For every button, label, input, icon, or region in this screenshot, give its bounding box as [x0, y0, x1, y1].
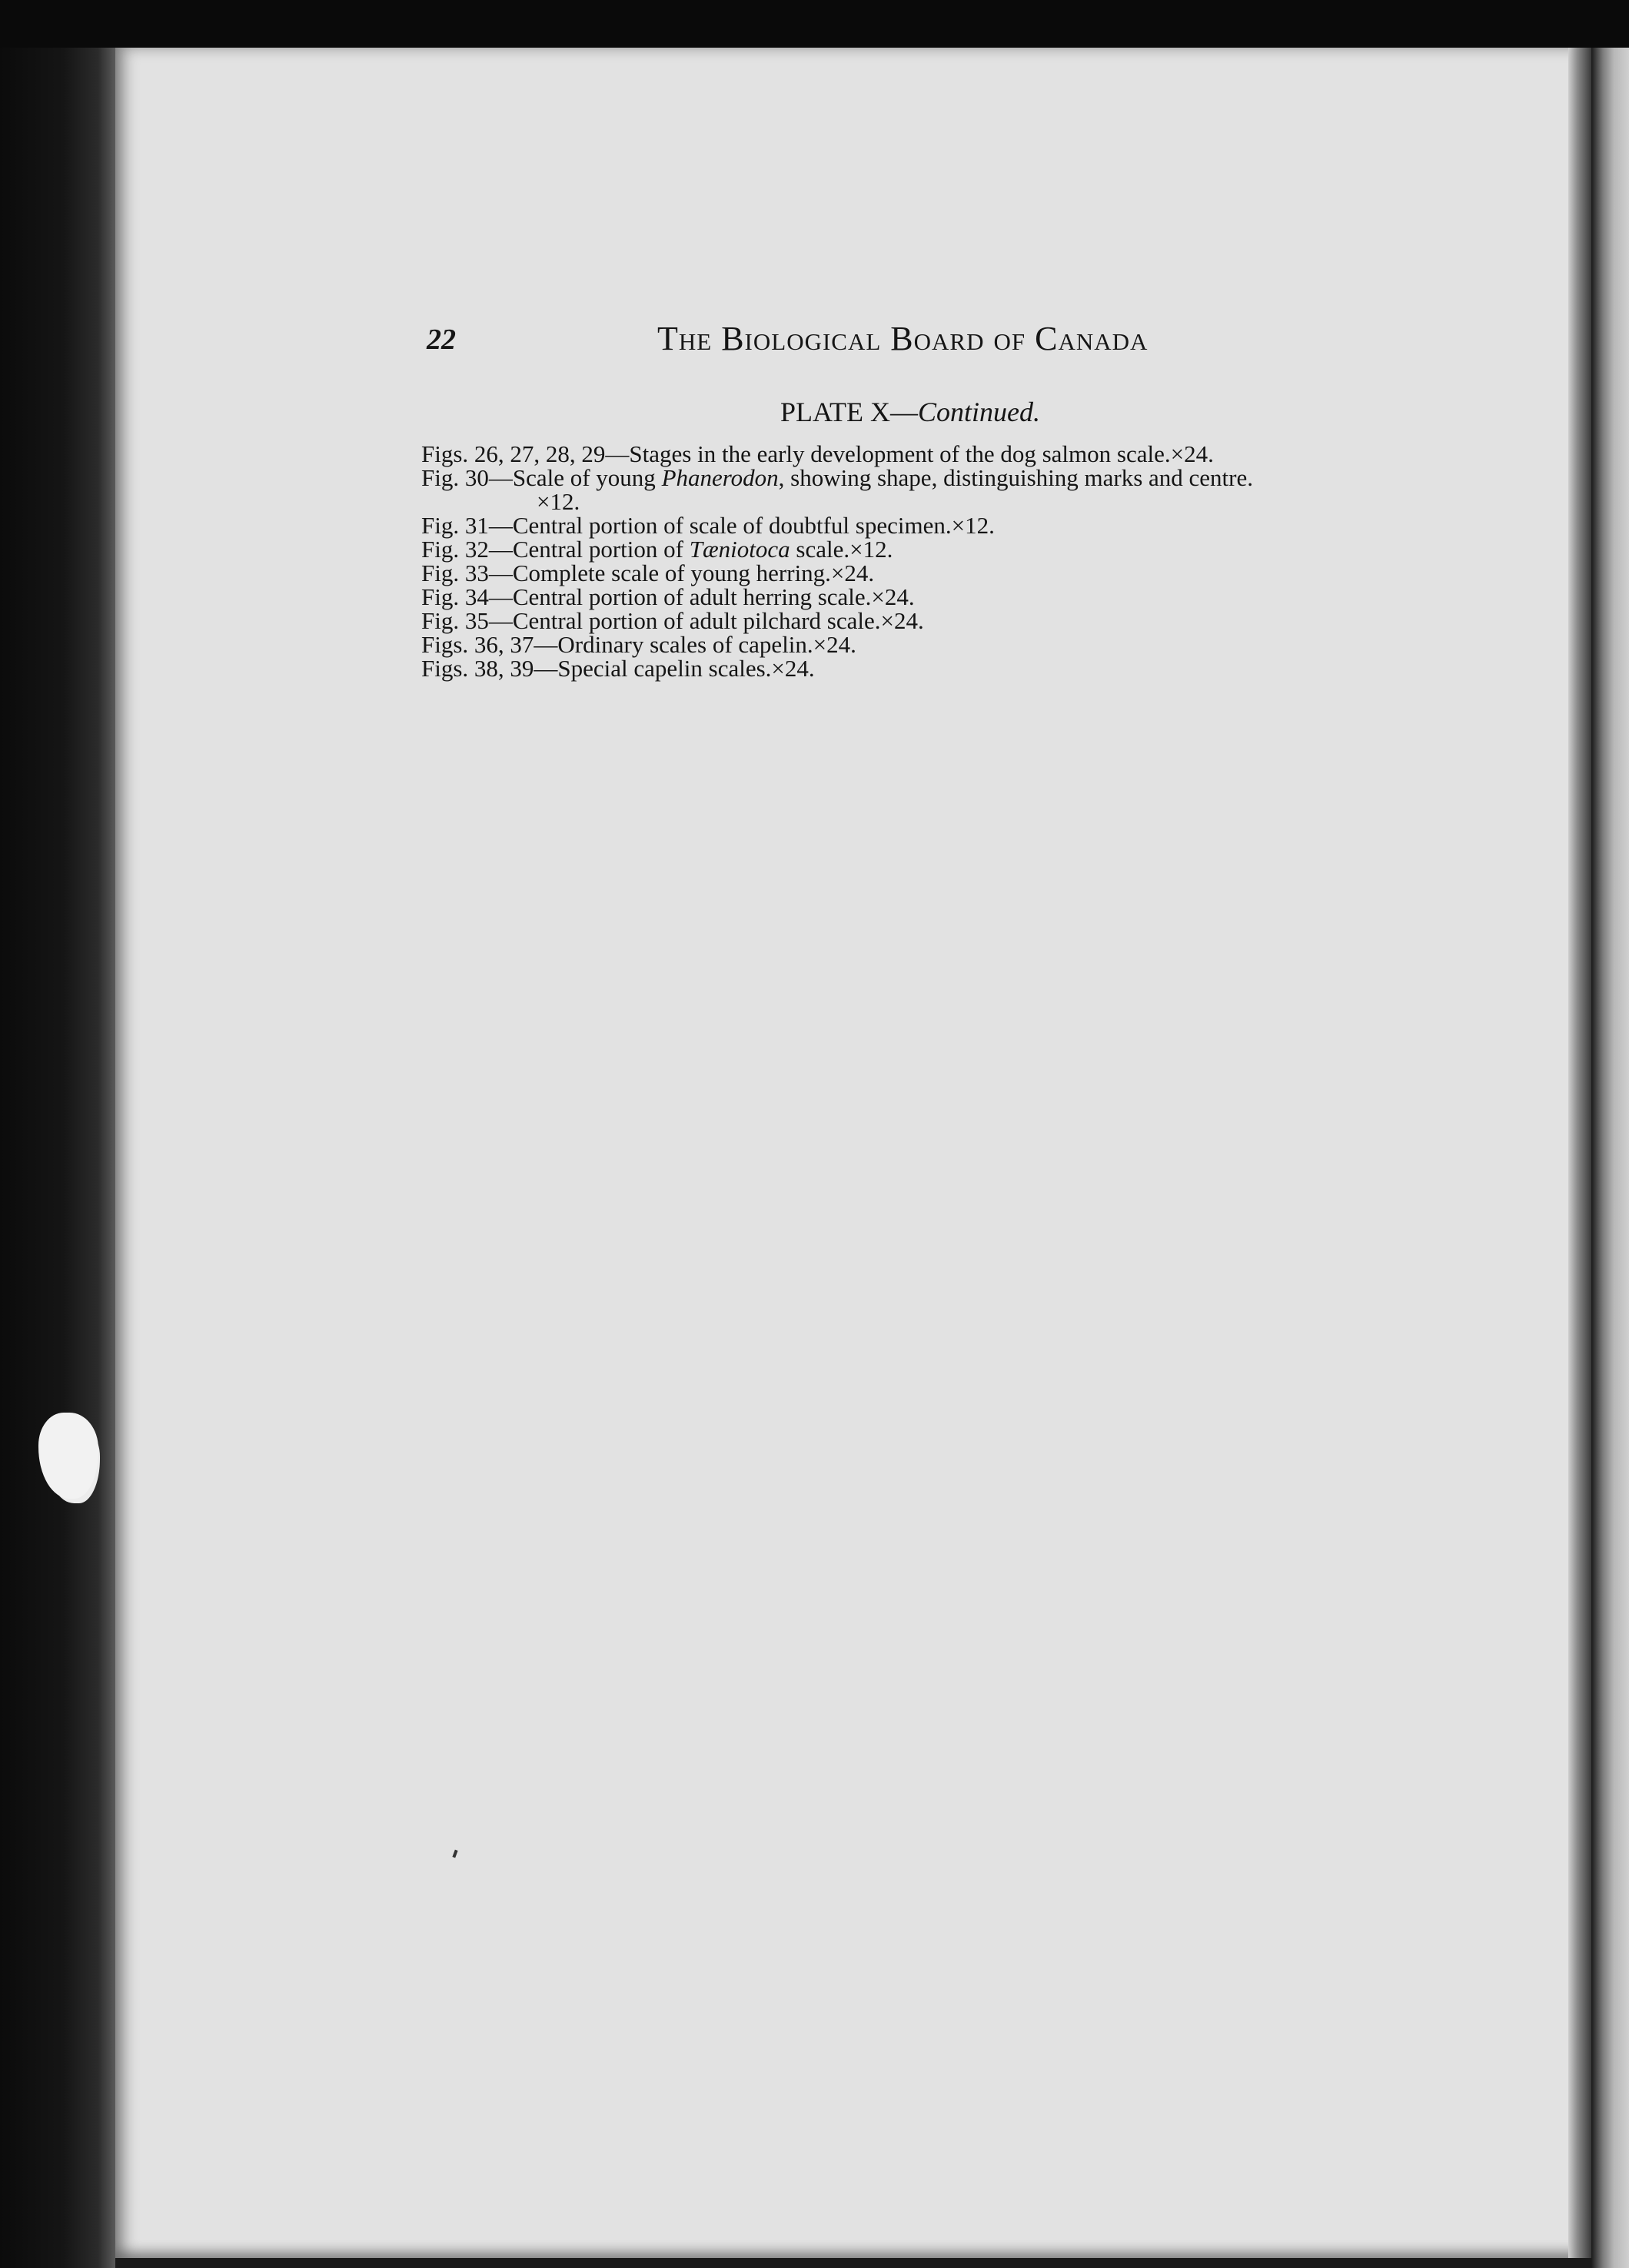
- caption-text: Fig. 35—Central portion of adult pilchard scale.×24.: [421, 607, 924, 634]
- caption-fig-30-continued: [421, 490, 1421, 513]
- scan-top-border: [0, 0, 1629, 48]
- scan-right-border: [1591, 48, 1629, 2268]
- scan-left-border: [0, 48, 115, 2268]
- scan-bottom-border: [115, 2258, 1591, 2268]
- caption-fig-33: [421, 561, 1421, 585]
- caption-text: scale.×12.: [790, 536, 893, 563]
- caption-figs-36-37: [421, 633, 1421, 656]
- page-number: 22: [427, 324, 456, 356]
- caption-species-italic: Phanerodon: [661, 464, 779, 491]
- caption-text: Fig. 32—Central portion of: [421, 536, 690, 563]
- caption-text: , showing shape, distinguishing marks and centre.: [778, 464, 1253, 491]
- caption-text: Fig. 31—Central portion of scale of doubtful specimen.×12.: [421, 512, 995, 539]
- running-head: The Biological Board of Canada: [657, 320, 1149, 357]
- caption-text: Fig. 30—Scale of young: [421, 464, 662, 491]
- caption-fig-35: [421, 609, 1421, 633]
- plate-title-main: PLATE X—: [780, 397, 918, 427]
- plate-title: [780, 396, 1040, 428]
- caption-text: Fig. 33—Complete scale of young herring.×24.: [421, 560, 875, 586]
- plate-title-continued: Continued.: [918, 397, 1040, 427]
- figure-captions-list: [421, 442, 1421, 680]
- caption-species-italic: Tæniotoca: [689, 536, 790, 563]
- caption-text: Figs. 36, 37—Ordinary scales of capelin.×24.: [421, 631, 856, 658]
- caption-fig-32: [421, 537, 1421, 561]
- caption-figs-38-39: [421, 656, 1421, 680]
- caption-text: Figs. 38, 39—Special capelin scales.×24.: [421, 655, 815, 682]
- caption-text: Figs. 26, 27, 28, 29—Stages in the early development of the dog salmon scale.×24.: [421, 440, 1214, 467]
- caption-text: ×12.: [537, 488, 580, 515]
- book-page: [115, 48, 1584, 2258]
- caption-fig-34: [421, 585, 1421, 609]
- caption-text: Fig. 34—Central portion of adult herring scale.×24.: [421, 583, 915, 610]
- caption-fig-30: [421, 466, 1421, 490]
- caption-figs-26-29: [421, 442, 1421, 466]
- caption-fig-31: [421, 513, 1421, 537]
- page-gutter-shadow: [1568, 48, 1591, 2258]
